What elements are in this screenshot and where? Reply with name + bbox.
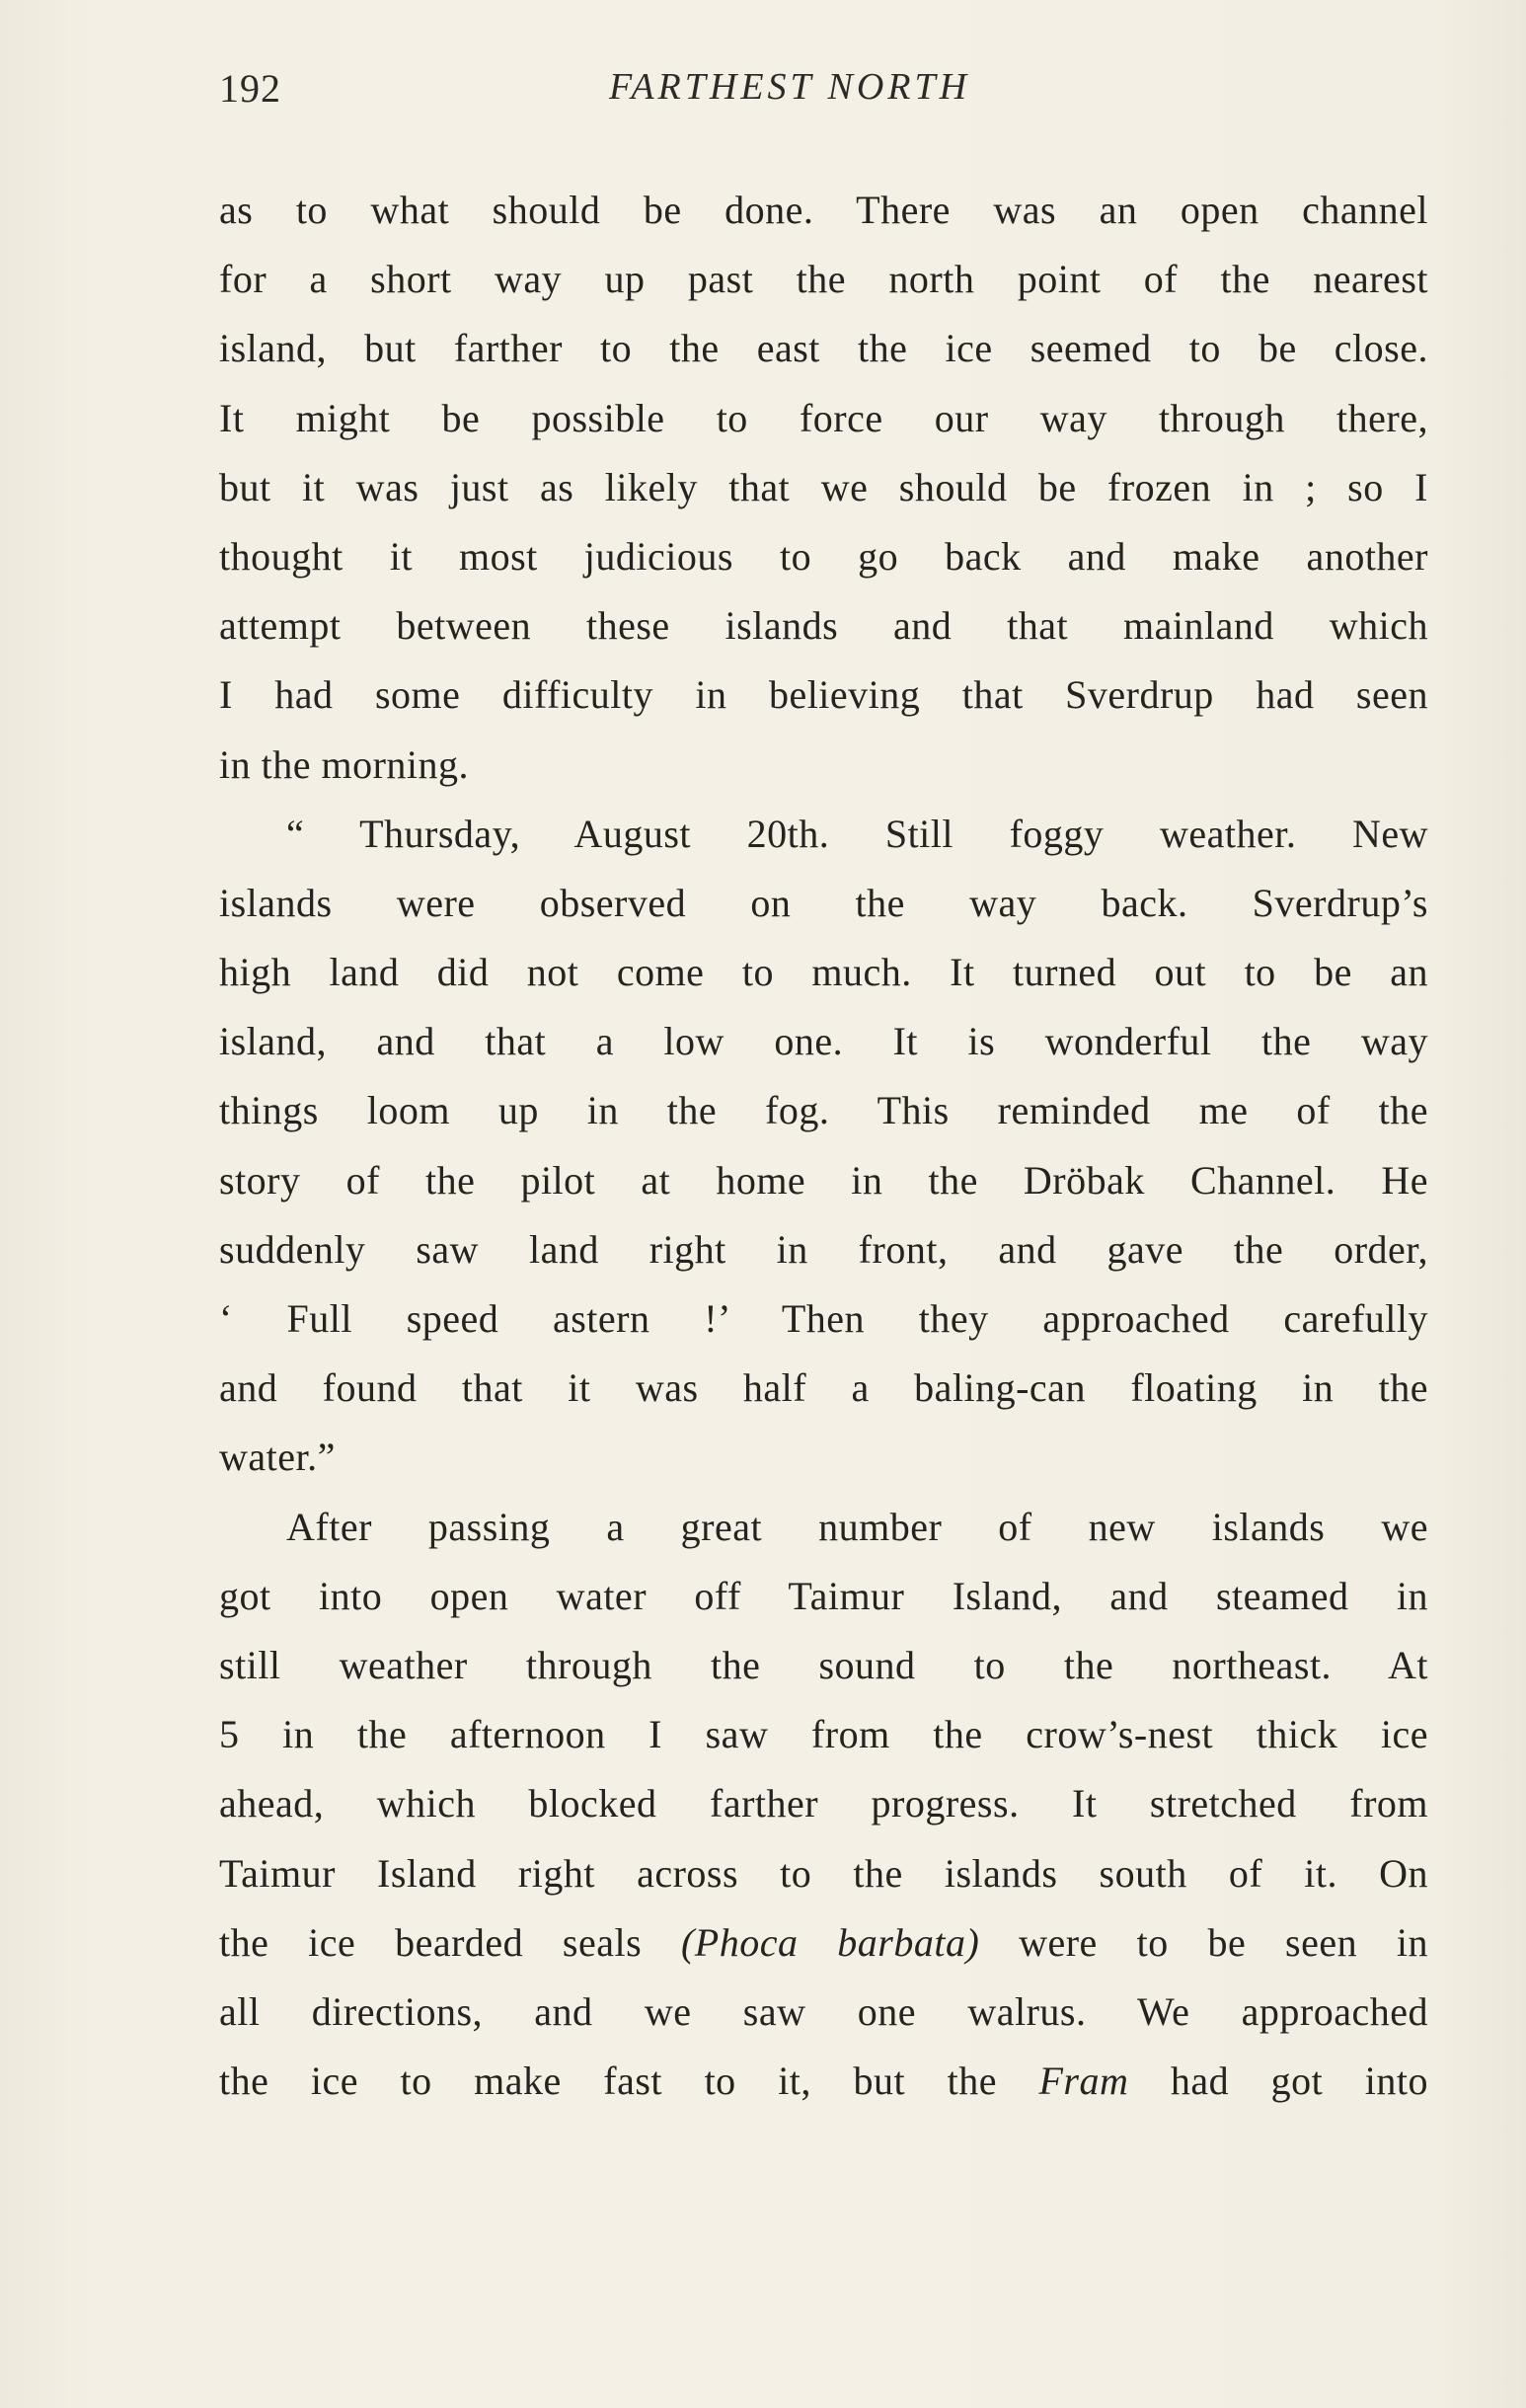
paragraph (219, 176, 1428, 800)
text-line: It might be possible to force our way through there, (219, 395, 1428, 440)
text-line: got into open water off Taimur Island, and steamed in (219, 1573, 1428, 1618)
text-line: island, but farther to the east the ice seemed to be close. (219, 326, 1428, 371)
text-line: as to what should be done. There was an open channel (219, 188, 1428, 232)
paragraph (219, 800, 1428, 1493)
running-head (219, 65, 1428, 124)
text-line-with-italic (219, 2047, 1428, 2116)
text-line: ahead, which blocked farther progress. It stretched from (219, 1781, 1428, 1826)
text-line: Taimur Island right across to the islands south of it. On (219, 1850, 1428, 1896)
text-line: high land did not come to much. It turned out to be an (219, 950, 1428, 995)
text-line: and found that it was half a baling-can floating in the (219, 1365, 1428, 1411)
page-number: 192 (219, 66, 281, 111)
text-run: the ice bearded seals (219, 1919, 643, 1965)
text-line: 5 in the afternoon I saw from the crow’s-nest thick ice (219, 1712, 1428, 1757)
text-line: ‘ Full speed astern !’ Then they approached carefully (219, 1296, 1428, 1341)
text-line: still weather through the sound to the northeast. At (219, 1642, 1428, 1687)
text-line: islands were observed on the way back. Sverdrup’s (219, 880, 1428, 925)
text-line: suddenly saw land right in front, and gave the order, (219, 1226, 1428, 1272)
text-line: for a short way up past the north point of the nearest (219, 257, 1428, 302)
species-name: (Phoca barbata) (680, 1919, 980, 1965)
text-line: island, and that a low one. It is wonderful the way (219, 1019, 1428, 1064)
text-line: I had some difficulty in believing that Sverdrup had seen (219, 672, 1428, 718)
text-line: in the morning. (219, 741, 470, 787)
text-line: thought it most judicious to go back and make another (219, 533, 1428, 579)
text-line: attempt between these islands and that mainland which (219, 603, 1428, 649)
ship-name: Fram (1038, 2058, 1129, 2104)
text-line-with-italic (219, 1908, 1428, 1978)
text-run: were to be seen in (1019, 1919, 1428, 1965)
text-line: story of the pilot at home in the Dröbak Channel. He (219, 1157, 1428, 1203)
text-line: water.” (219, 1435, 336, 1480)
text-run: had got into (1170, 2058, 1429, 2104)
body-text (219, 176, 1428, 2116)
text-line: After passing a great number of new islands we (286, 1504, 1428, 1549)
text-line: all directions, and we saw one walrus. We approached (219, 1988, 1428, 2034)
paragraph (219, 1493, 1428, 2117)
text-line: “ Thursday, August 20th. Still foggy weather. New (286, 811, 1428, 856)
text-line: but it was just as likely that we should be frozen in ; so I (219, 464, 1428, 509)
running-title: FARTHEST NORTH (609, 66, 971, 108)
text-line: things loom up in the fog. This reminded me of the (219, 1088, 1428, 1133)
text-run: the ice to make fast to it, but the (219, 2058, 997, 2104)
